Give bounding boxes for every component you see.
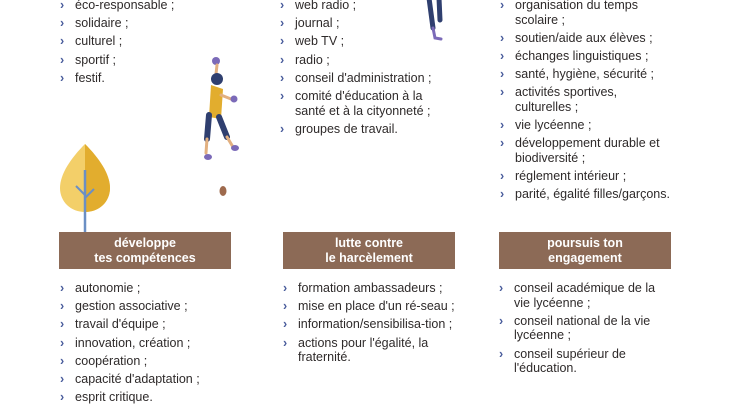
heading-engagement: poursuis ton engagement bbox=[499, 232, 671, 269]
list-item: › vie lycéenne ; bbox=[500, 118, 592, 133]
chevron-right-icon: › bbox=[283, 317, 288, 332]
list-item: › conseil national de la vie lycéenne ; bbox=[499, 313, 651, 343]
chevron-right-icon: › bbox=[500, 30, 505, 45]
chevron-right-icon: › bbox=[60, 299, 65, 314]
list-item: › coopération ; bbox=[60, 353, 148, 368]
chevron-right-icon: › bbox=[499, 281, 504, 295]
chevron-right-icon: › bbox=[500, 0, 505, 12]
chevron-right-icon: › bbox=[280, 52, 285, 67]
list-item: › soutien/aide aux élèves ; bbox=[500, 30, 653, 45]
list-item: › réglement intérieur ; bbox=[500, 169, 627, 184]
chevron-right-icon: › bbox=[60, 52, 65, 67]
list-item: › festif. bbox=[60, 70, 105, 85]
top-list-col3 bbox=[500, 0, 675, 205]
heading-competences: développe tes compétences bbox=[59, 232, 231, 269]
chevron-right-icon: › bbox=[500, 169, 505, 184]
chevron-right-icon: › bbox=[60, 70, 65, 85]
list-item: › travail d'équipe ; bbox=[60, 317, 166, 332]
chevron-right-icon: › bbox=[280, 70, 285, 85]
chevron-right-icon: › bbox=[60, 34, 65, 49]
tree-illustration bbox=[55, 140, 115, 235]
list-item: › actions pour l'égalité, la fraternité. bbox=[283, 335, 429, 365]
figure-legs-illustration bbox=[425, 0, 447, 43]
list-item: › activités sportives, culturelles ; bbox=[500, 85, 618, 114]
list-item: › sportif ; bbox=[60, 52, 116, 67]
bottom-list-col2 bbox=[283, 281, 455, 368]
chevron-right-icon: › bbox=[280, 34, 285, 49]
chevron-right-icon: › bbox=[500, 67, 505, 82]
heading-harcelement: lutte contre le harcèlement bbox=[283, 232, 455, 269]
chevron-right-icon: › bbox=[500, 187, 505, 202]
chevron-right-icon: › bbox=[60, 0, 65, 12]
chevron-right-icon: › bbox=[499, 346, 504, 361]
chevron-right-icon: › bbox=[60, 281, 65, 295]
chevron-right-icon: › bbox=[500, 48, 505, 63]
list-item: › web TV ; bbox=[280, 34, 345, 49]
chevron-right-icon: › bbox=[283, 335, 288, 350]
list-item: › éco-responsable ; bbox=[60, 0, 175, 12]
list-item: › formation ambassadeurs ; bbox=[283, 281, 443, 295]
list-item: › radio ; bbox=[280, 52, 330, 67]
list-item: › capacité d'adaptation ; bbox=[60, 371, 200, 386]
chevron-right-icon: › bbox=[500, 136, 505, 151]
chevron-right-icon: › bbox=[280, 0, 285, 12]
chevron-right-icon: › bbox=[280, 16, 285, 31]
climber-illustration bbox=[195, 55, 245, 200]
chevron-right-icon: › bbox=[280, 121, 285, 136]
list-item: › web radio ; bbox=[280, 0, 357, 12]
list-item: › autonomie ; bbox=[60, 281, 141, 295]
list-item: › solidaire ; bbox=[60, 16, 129, 31]
list-item: › conseil d'administration ; bbox=[280, 70, 432, 85]
chevron-right-icon: › bbox=[60, 390, 65, 405]
list-item: › développement durable et biodiversité ; bbox=[500, 136, 660, 165]
list-item: › journal ; bbox=[280, 16, 340, 31]
chevron-right-icon: › bbox=[500, 118, 505, 133]
list-item: › information/sensibilisa-tion ; bbox=[283, 317, 453, 332]
list-item: › comité d'éducation à la santé et à la cityonneté ; bbox=[280, 88, 431, 118]
chevron-right-icon: › bbox=[60, 353, 65, 368]
chevron-right-icon: › bbox=[280, 88, 285, 103]
list-item: › parité, égalité filles/garçons. bbox=[500, 187, 670, 202]
chevron-right-icon: › bbox=[283, 281, 288, 295]
bottom-list-col3 bbox=[499, 281, 674, 379]
list-item: › gestion associative ; bbox=[60, 299, 188, 314]
list-item: › esprit critique. bbox=[60, 390, 153, 405]
list-item: › innovation, création ; bbox=[60, 335, 191, 350]
chevron-right-icon: › bbox=[500, 85, 505, 100]
chevron-right-icon: › bbox=[60, 335, 65, 350]
chevron-right-icon: › bbox=[60, 317, 65, 332]
chevron-right-icon: › bbox=[60, 16, 65, 31]
list-item: › culturel ; bbox=[60, 34, 123, 49]
chevron-right-icon: › bbox=[60, 371, 65, 386]
bottom-list-col1 bbox=[60, 281, 235, 408]
list-item: › échanges linguistiques ; bbox=[500, 48, 649, 63]
list-item: › groupes de travail. bbox=[280, 121, 398, 136]
list-item: › conseil académique de la vie lycéenne ; bbox=[499, 281, 656, 310]
chevron-right-icon: › bbox=[283, 299, 288, 314]
list-item: › mise en place d'un ré-seau ; bbox=[283, 299, 455, 314]
list-item: › organisation du temps scolaire ; bbox=[500, 0, 638, 27]
list-item: › conseil supérieur de l'éducation. bbox=[499, 346, 626, 376]
chevron-right-icon: › bbox=[499, 313, 504, 328]
list-item: › santé, hygiène, sécurité ; bbox=[500, 67, 654, 82]
